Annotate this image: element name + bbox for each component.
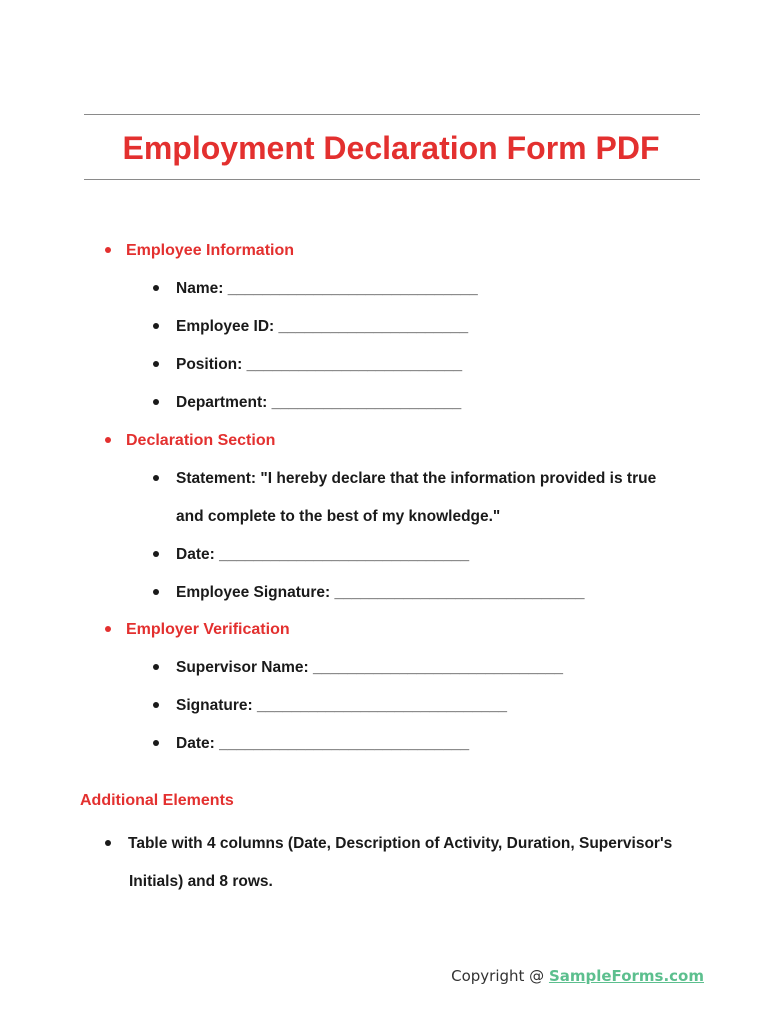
title-bottom-rule bbox=[84, 179, 700, 180]
field-statement bbox=[153, 469, 656, 489]
field-label: Employee ID: bbox=[176, 318, 275, 335]
bullet-icon bbox=[153, 551, 159, 557]
supervisor-name-blank-line[interactable]: _____________________________ bbox=[312, 659, 563, 676]
section-heading-declaration-section bbox=[105, 431, 275, 451]
field-department bbox=[153, 393, 461, 413]
additional-elements-heading: Additional Elements bbox=[80, 792, 234, 809]
field-label: Date: bbox=[176, 735, 215, 752]
field-supervisor-name bbox=[153, 658, 563, 678]
employee-id-blank-line[interactable]: ______________________ bbox=[278, 318, 469, 335]
bullet-icon bbox=[153, 285, 159, 291]
employee-signature-blank-line[interactable]: _____________________________ bbox=[334, 584, 585, 601]
statement-continuation: and complete to the best of my knowledge." bbox=[176, 508, 501, 525]
verification-date-blank-line[interactable]: _____________________________ bbox=[219, 735, 470, 752]
bullet-icon bbox=[105, 247, 111, 253]
page-title: Employment Declaration Form PDF bbox=[122, 130, 660, 166]
name-blank-line[interactable]: _____________________________ bbox=[227, 280, 478, 297]
section-heading-label: Declaration Section bbox=[126, 432, 276, 449]
copyright-prefix: Copyright @ bbox=[451, 967, 549, 985]
bullet-icon bbox=[153, 740, 159, 746]
field-verification-date bbox=[153, 734, 469, 754]
field-label: Signature: bbox=[176, 697, 253, 714]
additional-element-continuation: Initials) and 8 rows. bbox=[129, 873, 273, 890]
additional-element-text: Table with 4 columns (Date, Description of Activity, Duration, Supervisor's bbox=[128, 835, 673, 852]
field-label: Position: bbox=[176, 356, 243, 373]
declaration-date-blank-line[interactable]: _____________________________ bbox=[219, 546, 470, 563]
bullet-icon bbox=[153, 361, 159, 367]
bullet-icon bbox=[153, 399, 159, 405]
sampleforms-link[interactable]: SampleForms.com bbox=[548, 967, 704, 985]
bullet-icon bbox=[153, 589, 159, 595]
section-heading-employee-information bbox=[105, 241, 294, 261]
position-blank-line[interactable]: _________________________ bbox=[246, 356, 463, 373]
additional-element-item bbox=[105, 834, 672, 854]
field-label: Supervisor Name: bbox=[176, 659, 309, 676]
bullet-icon bbox=[153, 664, 159, 670]
bullet-icon bbox=[153, 323, 159, 329]
copyright-footer bbox=[451, 966, 704, 986]
statement-text: Statement: "I hereby declare that the information provided is true bbox=[176, 470, 657, 487]
section-heading-label: Employer Verification bbox=[126, 621, 290, 638]
field-supervisor-signature bbox=[153, 696, 507, 716]
field-label: Date: bbox=[176, 546, 215, 563]
section-heading-label: Employee Information bbox=[126, 242, 295, 259]
department-blank-line[interactable]: ______________________ bbox=[271, 394, 462, 411]
bullet-icon bbox=[105, 840, 111, 846]
field-employee-signature bbox=[153, 583, 585, 603]
field-employee-id bbox=[153, 317, 468, 337]
section-heading-employer-verification bbox=[105, 620, 290, 640]
bullet-icon bbox=[105, 626, 111, 632]
field-position bbox=[153, 355, 462, 375]
bullet-icon bbox=[105, 437, 111, 443]
field-declaration-date bbox=[153, 545, 469, 565]
field-label: Employee Signature: bbox=[176, 584, 331, 601]
field-label: Name: bbox=[176, 280, 224, 297]
field-label: Department: bbox=[176, 394, 268, 411]
supervisor-signature-blank-line[interactable]: _____________________________ bbox=[256, 697, 507, 714]
bullet-icon bbox=[153, 702, 159, 708]
field-name bbox=[153, 279, 478, 299]
bullet-icon bbox=[153, 475, 159, 481]
title-top-rule bbox=[84, 114, 700, 115]
